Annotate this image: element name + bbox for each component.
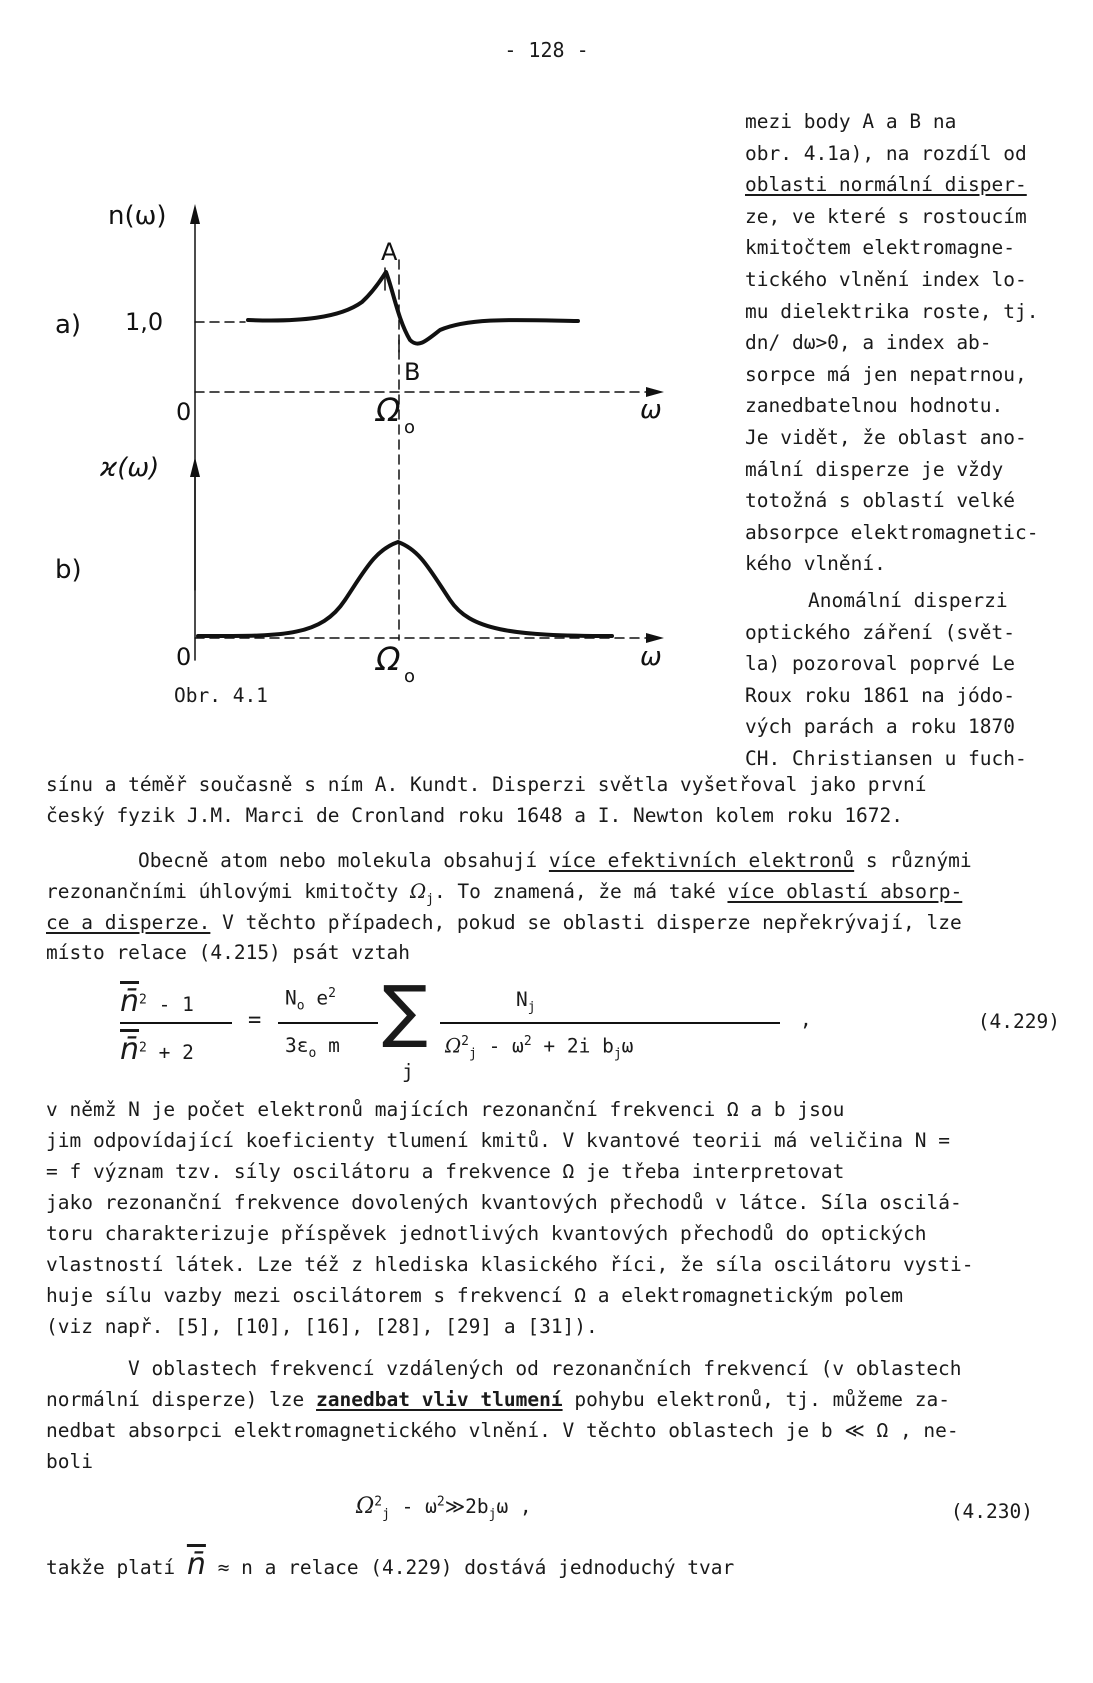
label-b: b) (55, 555, 82, 585)
figure-4-1 (0, 190, 690, 860)
omega0-a-symbol: Ω (376, 391, 401, 429)
tick-zero-b: 0 (176, 643, 192, 671)
para3-line8: (viz např. [5], [10], [16], [28], [29] a [31]). (46, 1315, 598, 1338)
equation-label-4-230: (4.230) (950, 1500, 1033, 1523)
omega0-a-sub: o (404, 417, 416, 438)
right-line-14: absorpce elektromagnetic- (745, 521, 1039, 544)
equation-4-230: $\Omega^2_j$ - $\omega^2≫2b_j\omega$ , (4.230) (356, 1494, 1033, 1523)
para4-line2: normální disperze) lze zanedbat vliv tlumení pohybu elektronů, tj. můžeme za- (46, 1388, 951, 1411)
right-line-9: sorpce má jen nepatrnou, (745, 363, 1027, 386)
para3-line2: jim odpovídající koeficienty tlumení kmitů. V kvantové teorii má veličina N = (46, 1129, 950, 1152)
page-number: - 128 - (504, 38, 589, 62)
right-line-1: mezi body A a B na (745, 110, 957, 133)
para4-line4: boli (46, 1450, 93, 1473)
equation-4-229: n̄$^2$ - 1 n̄$^2$ + 2 = $N_o$ $e^2$ $3\varepsilon_o$ m ∑ j $N_j$ $\Omega^2_j - \omega^2 + 2i$ $b_j\omega$ , (4.229) (120, 972, 1060, 1083)
refractive-index-curve (248, 272, 578, 344)
para3-line4: jako rezonanční frekvence dovolených kvantových přechodů v látce. Síla oscilá- (46, 1191, 962, 1214)
para2-line1: Obecně atom nebo molekula obsahují více efektivních elektronů s různými (138, 849, 972, 872)
tick-zero-a: 0 (176, 398, 192, 426)
axis-kappa-label: ϰ(ω) (100, 453, 160, 483)
right-line-19: Roux roku 1861 na jódo- (745, 684, 1016, 707)
para4-line1: V oblastech frekvencí vzdálených od rezonančních frekvencí (v oblastech (128, 1357, 962, 1380)
right-line-2: obr. 4.1a), na rozdíl od (745, 142, 1027, 165)
para2-line3: ce a disperze. V těchto případech, pokud se oblasti disperze nepřekrývají, lze (46, 911, 962, 934)
right-line-3: oblasti normální disper- (745, 173, 1027, 196)
axis-kappa-arrow (190, 457, 200, 477)
right-line-21: CH. Christiansen u fuch- (745, 747, 1027, 770)
right-line-11: Je vidět, že oblast ano- (745, 426, 1027, 449)
absorption-curve (198, 542, 612, 636)
omega-b-label: ω (640, 642, 662, 672)
omega0-b-sub: o (404, 666, 416, 687)
right-line-15: kého vlnění. (745, 552, 886, 575)
para3-line3: = f význam tzv. síly oscilátoru a frekvence Ω je třeba interpretovat (46, 1160, 845, 1183)
right-line-5: kmitočtem elektromagne- (745, 236, 1016, 259)
para1-line1: sínu a téměř současně s ním A. Kundt. Disperzi světla vyšetřoval jako první (46, 773, 927, 796)
underline-neglect-damping: zanedbat vliv tlumení (316, 1388, 563, 1411)
right-line-17: optického záření (svět- (745, 621, 1016, 644)
right-line-10: zanedbatelnou hodnotu. (745, 394, 1004, 417)
right-line-20: vých parách a roku 1870 (745, 715, 1016, 738)
omega0-b-symbol: Ω (376, 640, 401, 678)
axis-n-arrow (190, 204, 200, 224)
right-line-13: totožná s oblastí velké (745, 489, 1016, 512)
point-a-label: A (381, 238, 398, 266)
para4-line3: nedbat absorpci elektromagnetického vlnění. V těchto oblastech je b ≪ Ω , ne- (46, 1419, 959, 1442)
para2-line2: rezonančními úhlovými kmitočty $\Omega_j$. To znamená, že má také více oblastí absorp- (46, 880, 963, 907)
para3-line6: vlastností látek. Lze též z hlediska klasického říci, že síla oscilátoru vysti- (46, 1253, 974, 1276)
axis-n-label: n(ω) (108, 201, 167, 231)
right-line-8: dn/ dω>0, a index ab- (745, 331, 992, 354)
right-line-12: mální disperze je vždy (745, 458, 1004, 481)
para3-line1: v němž N je počet elektronů majících rezonanční frekvenci Ω a b jsou (46, 1098, 845, 1121)
right-line-18: la) pozoroval poprvé Le (745, 652, 1016, 675)
right-line-7: mu dielektrika roste, tj. (745, 300, 1039, 323)
right-line-6: tického vlnění index lo- (745, 268, 1027, 291)
omega-a-label: ω (640, 395, 662, 425)
tick-one: 1,0 (125, 308, 164, 336)
label-a: a) (55, 310, 82, 340)
underline-effective-electrons: více efektivních elektronů (548, 849, 855, 872)
para3-line7: huje sílu vazby mezi oscilátorem s frekvencí Ω a elektromagnetickým polem (46, 1284, 904, 1307)
final-line: takže platí n̄ ≈ n a relace (4.229) dostává jednoduchý tvar (46, 1547, 735, 1582)
figure-caption: Obr. 4.1 (174, 684, 268, 707)
underline-and-dispersion: ce a disperze. (46, 911, 211, 934)
para2-line4: místo relace (4.215) psát vztah (46, 941, 410, 964)
para1-line2: český fyzik J.M. Marci de Cronland roku 1648 a I. Newton kolem roku 1672. (46, 804, 904, 827)
right-line-4: ze, ve které s rostoucím (745, 205, 1027, 228)
para3-line5: toru charakterizuje příspěvek jednotlivých kvantových přechodů do optických (46, 1222, 927, 1245)
right-line-16: Anomální disperzi (808, 589, 1008, 612)
underline-more-absorption: více oblastí absorp- (727, 880, 963, 903)
equation-label-4-229: (4.229) (977, 1010, 1060, 1033)
point-b-label: B (404, 358, 421, 386)
